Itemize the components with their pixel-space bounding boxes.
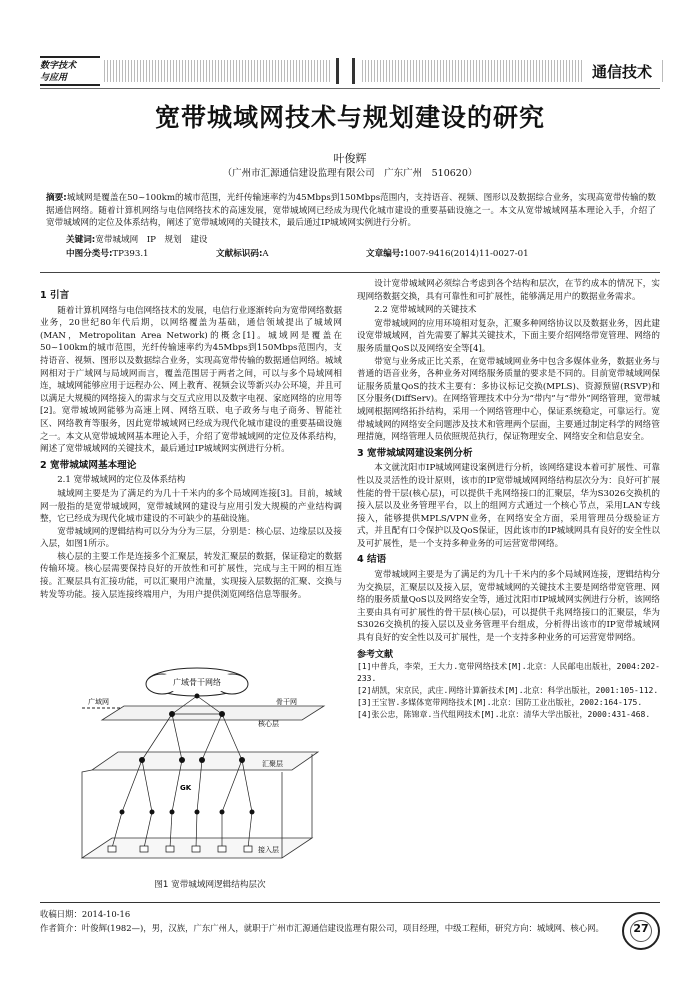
doc-code-value: A: [262, 249, 269, 259]
paragraph: 设计宽带城域网必须综合考虑到各个结构和层次，在节约成本的情况下，实现网络数据交换，具有可靠性和可扩展性，能够满足用户的数据业务需求。: [357, 279, 660, 302]
document-code: [216, 247, 269, 259]
magazine-name-line1: 数字技术: [40, 61, 77, 71]
paragraph: 随着计算机网络与电信网络技术的发展，电信行业逐渐转向为宽带网络数据业务，20世纪80年代后期，以网络覆盖为基础，通信领域提出了城域网(MAN，Metropolitan Area Network)的概念[1]。城域网是覆盖在50~100km的城市范围，光纤传输速率约为45Mbps到150Mbps范围内，支持语音、视频、图形以及数据综合业务，实现高宽带传输的数据通信网络。城域网相对于广域网与局域网而言，覆盖范围居于两者之间，可以与多个局域网相连，城域网能够应用于远程办公、网上教育、视频会议等新兴办公环境，并且可以满足大规模的网络接入的需求与交互式应用以及数字电视、家庭网络的应用等[2]。宽带城域网能够为高速上网、网络互联、电子政务与电子商务、智能社区、网络教育等服务，因此宽带城域网已经成为现代化城市建设的重要基础设施之一。本文从宽带城域网基本理论入手，介绍了宽带城域网的定位及体系结构，阐述了宽带城域网的关键技术，最后通过IP城域网实例进行分析。: [40, 305, 342, 455]
paragraph: 宽带城域网的应用环境相对复杂，汇聚多种网络协议以及数据业务，因此建设宽带城域网，首先需要了解其关键技术，下面主要介绍网络带宽管理、网络的服务质量QoS以及网络安全等[4]。: [357, 318, 660, 354]
keywords: [66, 233, 208, 245]
paragraph: 本文就沈阳市IP城域网建设案例进行分析，该网络建设本着可扩展性、可靠性以及灵活性的设计原则，该市的IP宽带城域网网络结构层次分为：良好可扩展性能的骨干层(核心层)，可以提供千兆网络接口的汇聚层，华为S3026交换机的接入层以及业务管理平台，以上的组网方式通过一个核心节点，采用LAN专线接入，能够提供MPLS/VPN业务，在网络安全方面，采用管理员分级验证方式，并且配有口令保护以及QoS保证，因此该市的IP城域网具有良好的安全性以及可扩展性，是一个支持多种业务的可运营宽带网络。: [357, 463, 660, 549]
paragraph: 核心层的主要工作是连接多个汇聚层，转发汇聚层的数据，保证稳定的数据传输环境。核心层需要保持良好的开放性和可扩展性，完成与主干网的相互连接。汇聚层具有汇接功能，可以汇聚用户流量，实现接入层数据的汇聚、交换与转发等功能。接入层连接终端用户，为用户提供浏览网络信息等服务。: [40, 551, 342, 600]
abstract: [46, 192, 656, 230]
reference-item: [2]胡凯，宋京民，武庄.网络计算新技术[M].北京：科学出版社，2001:105-112.: [357, 686, 659, 696]
aggregation-layer-label: 汇聚层: [262, 760, 283, 768]
box-edge: [82, 770, 92, 858]
reference-item: [1]中普兵，李荣，王大力.宽带网络技术[M].北京：人民邮电出版社，2004:202-233.: [357, 662, 660, 684]
access-layer-label: 接入层: [258, 846, 279, 854]
section-heading-conclusion: 4 结语: [357, 554, 387, 566]
paragraph: 带宽与业务成正比关系，在宽带城域网业务中包含多媒体业务，数据业务与普通的语音业务，各种业务对网络服务质量的要求是不同的。目前宽带城域网保证服务质量QoS的技术主要有：多协议标记交换(MPLS)、资源预留(RSVP)和区分服务(DiffServ)。在网络管理技术中分为“带内”与“带外”网络管理，宽带城域网根据网络拓扑结构，采用一个网络管理中心，保证系统稳定，可靠运行。宽带城域网的网络安全问题涉及技术和管理两个层面，主要通过制定科学的网络管理措施，网络管理人员依照规范执行，保证物理安全、网络安全和信息安全。: [357, 356, 660, 443]
reference-item: [4]张公忠，陈锦章.当代组网技术[M].北京：清华大学出版社，2000:431-468.: [357, 710, 651, 720]
header-pattern-bar: [104, 60, 664, 82]
references-title: 参考文献: [357, 649, 394, 660]
header-divider-mark: [336, 58, 339, 84]
gk-label: GK: [180, 784, 192, 792]
figure-caption: 图1 宽带城域网逻辑结构层次: [154, 880, 266, 890]
right-column: [357, 278, 660, 721]
article-no-label: 文章编号:: [366, 249, 404, 259]
magazine-name-line2: 与应用: [40, 73, 68, 83]
abstract-text: 城域网是覆盖在50~100km的城市范围，光纤传输速率约为45Mbps到150Mbps范围内，支持语音、视频、图形以及数据综合业务，实现高宽带传输的数据通信网络。随着计算机网络与电信网络技术的高速发展，宽带城域网已经成为现代化城市建设的重要基础设施之一。本文从宽带城域网基本理论入手，介绍了宽带城域网的定位及体系结构，阐述了宽带城域网的关键技术，最后通过IP城域网实例进行分析。: [46, 193, 656, 228]
backbone-label: 骨干网: [276, 698, 297, 706]
section-label: 通信技术: [584, 60, 660, 84]
received-date: 收稿日期：2014-10-16: [40, 909, 131, 919]
article-number: [366, 247, 529, 259]
keywords-label: 关键词:: [66, 235, 96, 245]
clc-label: 中图分类号:: [66, 249, 113, 259]
network-structure-diagram: [62, 662, 332, 874]
abstract-label: 摘要:: [46, 193, 67, 203]
footer-rule: [40, 902, 660, 903]
magazine-badge: [40, 56, 100, 86]
wan-label: 广域网: [88, 698, 109, 706]
clc-value: TP393.1: [112, 249, 149, 259]
paragraph: 宽带城域网的逻辑结构可以分为分为三层，分别是：核心层、边缘层以及接入层，如图1所示。: [40, 526, 342, 550]
page-number: 27: [633, 922, 649, 935]
subsection-heading: 2.1 宽带城域网的定位及体系结构: [57, 475, 186, 486]
core-layer-plane: [102, 706, 324, 720]
cloud-label: 广域骨干网络: [173, 678, 221, 687]
doc-code-label: 文献标识码:: [216, 249, 263, 259]
author-affiliation: （广州市汇源通信建设监理有限公司 广东广州 510620）: [222, 168, 478, 179]
article-no-value: 1007-9416(2014)11-0027-01: [403, 249, 529, 259]
clc-number: [66, 247, 149, 259]
masthead: [0, 0, 700, 92]
keywords-text: 宽带城域网 IP 规划 建设: [95, 235, 208, 245]
paragraph: 宽带城域网主要是为了满足约为几十千米内的多个局域网连接，逻辑结构分为交换层，汇聚层以及接入层，宽带城域网的关键技术主要是网络带宽管理、网络的服务质量QoS以及网络安全等，通过沈阳市IP城域网实例进行分析，该网络主要由具有可扩展性的骨干层(核心层)，可以提供千兆网络接口的汇聚层，华为S3026交换机的接入层以及业务管理平台组成，分析得出该市的IP宽带城域网具有良好的安全性以及可扩展性，是一个支持多种业务的可运营宽带网络。: [357, 570, 660, 644]
author-name: 叶俊辉: [333, 152, 367, 165]
section-heading-case: 3 宽带城域网建设案例分析: [357, 447, 473, 459]
subsection-heading: 2.2 宽带城域网的关键技术: [374, 305, 477, 316]
section-heading-theory: 2 宽带城域网基本理论: [40, 459, 137, 471]
author-bio: 作者简介：叶俊辉(1982—)，男，汉族，广东广州人，就职于广州市汇源通信建设监理有限公司，项目经理，中级工程师，研究方向：城域网、核心网。: [40, 923, 604, 933]
header-divider-mark: [352, 58, 355, 84]
section-heading-intro: 1 引言: [40, 290, 70, 301]
core-layer-label: 核心层: [258, 720, 279, 728]
aggregation-layer-plane: [92, 752, 318, 770]
reference-item: [3]王宝智.多媒体宽带网络技术[M].北京：国防工业出版社，2002:164-175.: [357, 698, 643, 708]
paragraph: 城域网主要是为了满足约为几十千米内的多个局域网连接[3]。目前，城域网一般指的是宽带城域网，宽带城域网的建设与应用引发大规模的产业结构调整，它已经成为现代化城市建设的不可缺少的基础设施。: [40, 488, 342, 525]
access-switch-nodes: [120, 810, 255, 815]
header-gap: [330, 58, 360, 84]
left-column: [40, 286, 342, 601]
article-title: 宽带城域网技术与规划建设的研究: [154, 103, 545, 132]
abstract-rule: [40, 272, 660, 273]
header-rule: [40, 88, 660, 89]
